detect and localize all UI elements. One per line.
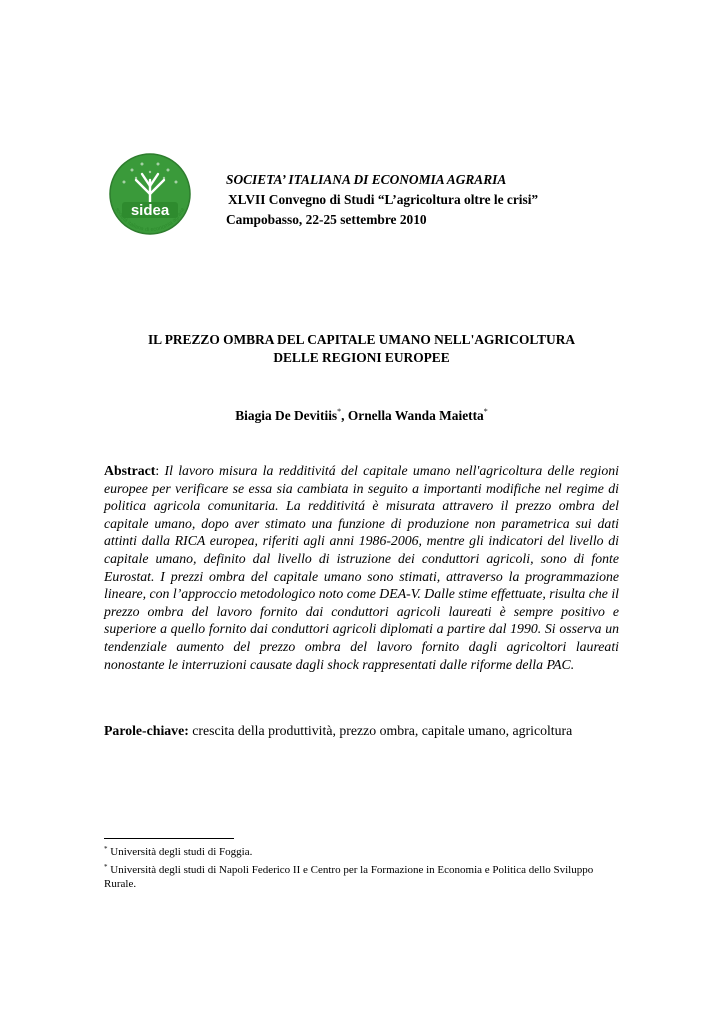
footnote-divider: [104, 838, 234, 839]
conference-place-date: Campobasso, 22-25 settembre 2010: [226, 212, 427, 227]
conference-title: XLVII Convegno di Studi “L’agricoltura oltre le crisi”: [228, 192, 539, 207]
footnote-2-text: Università degli studi di Napoli Federico II e Centro per la Formazione in Economia e Politica dello Sviluppo Rurale.: [104, 863, 594, 890]
footnote-2: [104, 860, 624, 892]
keywords-label: Parole-chiave:: [104, 723, 189, 738]
author-2-footnote-mark: *: [483, 407, 488, 416]
sidea-logo: [102, 150, 198, 246]
conference-header: [226, 170, 646, 230]
footnote-1-mark: *: [104, 845, 108, 853]
abstract: [104, 462, 619, 673]
paper-title: [104, 331, 619, 367]
author-2: Ornella Wanda Maietta: [347, 408, 484, 423]
author-1-footnote-mark: *: [337, 407, 342, 416]
footnote-2-mark: *: [104, 862, 108, 871]
society-name: SOCIETA’ ITALIANA DI ECONOMIA AGRARIA: [226, 172, 507, 187]
abstract-text: Il lavoro misura la redditivitá del capitale umano nell'agricoltura delle regioni europee per verificare se essa sia cambiata in seguito a importanti modifiche nel regime di politica agricola comunitaria. La redditivitá è misurata attravero il prezzo ombra del capitale umano, dopo aver stimato una funzione di produzione non parametrica sui dati attinti dalla RICA europea, riferiti agli anni 1986-2006, mentre gli indicatori del livello di capitale umano, definito dal livello di istruzione dei conduttori agricoli, sono di fonte Eurostat. I prezzi ombra del capitale umano sono stimati, attraverso la programmazione lineare, con l’approccio metodologico noto come DEA-V. Dalle stime effettuate, risulta che il prezzo ombra del lavoro fornito dai conduttori agricoli laureati è sempre positivo e superiore a quello fornito dai conduttori agricoli diplomati a partire dal 1990. Si osserva un tendenziale aumento del prezzo ombra del lavoro fornito dagli agricoltori laureati nonostante le interruzioni causate dagli shock rappresentati dalle riforme della PAC.: [104, 463, 619, 672]
author-1: Biagia De Devitiis: [235, 408, 338, 423]
author-list: [104, 403, 619, 425]
abstract-label: Abstract: [104, 463, 156, 478]
footnote-1: [104, 842, 624, 860]
paper-title-line-2: DELLE REGIONI EUROPEE: [273, 350, 450, 365]
paper-title-line-1: IL PREZZO OMBRA DEL CAPITALE UMANO NELL'AGRICOLTURA: [147, 332, 576, 347]
keywords: [104, 722, 664, 740]
footnotes: [104, 842, 624, 892]
logo-label: sidea: [130, 202, 170, 219]
keywords-text: crescita della produttività, prezzo ombra, capitale umano, agricoltura: [188, 723, 573, 738]
footnote-1-text: Università degli studi di Foggia.: [107, 846, 253, 858]
abstract-colon: :: [155, 463, 165, 478]
logo-ring-text: società italiana di economia agraria: [113, 207, 187, 234]
sidea-tree-emblem: [102, 150, 198, 246]
author-separator: ,: [341, 408, 348, 423]
